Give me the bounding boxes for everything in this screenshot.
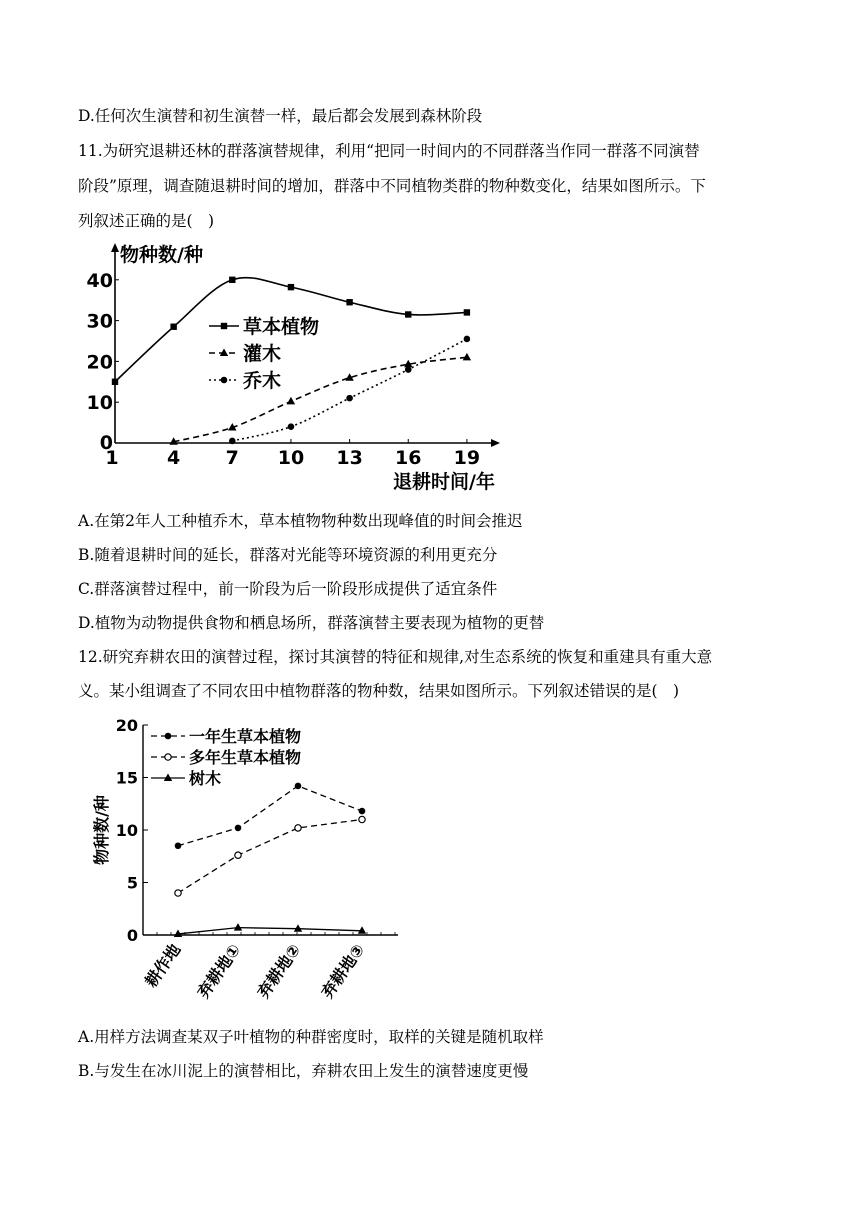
series-line: [174, 357, 467, 441]
legend-label: 灌木: [243, 343, 282, 365]
legend-label: 一年生草本植物: [189, 727, 302, 746]
x-category-label: 弃耕地②: [253, 940, 305, 1002]
y-axis-title: 物种数/种: [92, 795, 111, 865]
x-tick-label: 1: [105, 447, 119, 469]
data-point: [405, 366, 412, 373]
data-point: [288, 284, 294, 290]
x-category-label: 弃耕地①: [193, 940, 245, 1002]
data-point: [175, 842, 182, 849]
y-axis-arrow: [111, 243, 119, 252]
x-tick-label: 4: [167, 447, 181, 469]
data-point: [295, 825, 301, 831]
data-point: [464, 309, 470, 315]
x-axis-title: 退耕时间/年: [393, 471, 495, 493]
question-12-line-2: 义。某小组调查了不同农田中植物群落的物种数，结果如图所示。下列叙述错误的是( ): [78, 682, 680, 700]
option-d-q10: D.任何次生演替和初生演替一样，最后都会发展到森林阶段: [78, 107, 483, 125]
y-tick-label: 20: [115, 716, 138, 735]
question-11-line-3: 列叙述正确的是( ): [78, 212, 215, 230]
data-point: [170, 324, 176, 330]
data-point: [463, 353, 471, 361]
legend-marker: [165, 733, 172, 740]
legend-label: 多年生草本植物: [189, 748, 302, 767]
data-point: [235, 852, 241, 858]
data-point: [229, 438, 236, 445]
data-point: [294, 924, 302, 932]
data-point: [288, 423, 295, 430]
y-tick-label: 0: [126, 926, 138, 945]
option-a-q12: A.用样方法调查某双子叶植物的种群密度时，取样的关键是随机取样: [78, 1028, 544, 1046]
x-axis-arrow: [491, 439, 500, 447]
x-tick-label: 19: [453, 447, 481, 469]
data-point: [234, 923, 242, 931]
x-tick-label: 13: [336, 447, 363, 469]
y-axis-title: 物种数/种: [120, 244, 203, 266]
y-tick-label: 40: [86, 269, 113, 292]
option-a-q11: A.在第2年人工种植乔木，草本植物物种数出现峰值的时间会推迟: [78, 512, 523, 530]
data-point: [287, 397, 295, 405]
legend-marker: [221, 377, 228, 384]
y-tick-label: 20: [86, 351, 113, 374]
question-12-line-1: 12.研究弃耕农田的演替过程，探讨其演替的特征和规律,对生态系统的恢复和重建具有重大意: [78, 648, 713, 666]
data-point: [405, 311, 411, 317]
y-tick-label: 0: [99, 432, 113, 454]
chart-q11: [86, 235, 520, 500]
data-point: [229, 277, 235, 283]
y-tick-label: 10: [115, 821, 138, 840]
y-tick-label: 15: [115, 768, 138, 788]
legend-label: 草本植物: [243, 316, 320, 338]
y-tick-label: 10: [86, 392, 113, 415]
legend-label: 乔木: [243, 370, 282, 392]
data-point: [359, 816, 365, 822]
data-point: [359, 808, 366, 815]
x-category-label: 耕作地: [141, 940, 185, 991]
series-line: [178, 928, 362, 934]
option-c-q11: C.群落演替过程中，前一阶段为后一阶段形成提供了适宜条件: [78, 580, 498, 598]
legend-marker: [165, 754, 171, 760]
data-point: [112, 379, 118, 385]
x-category-label: 弃耕地③: [317, 940, 369, 1002]
y-tick-label: 30: [86, 310, 113, 333]
legend-marker: [164, 774, 172, 782]
data-point: [346, 299, 352, 305]
x-tick-label: 16: [395, 447, 422, 469]
series-line: [178, 786, 362, 846]
data-point: [235, 825, 242, 832]
data-point: [175, 890, 181, 896]
series-line: [178, 820, 362, 894]
option-b-q12: B.与发生在冰川泥上的演替相比，弃耕农田上发生的演替速度更慢: [78, 1062, 529, 1080]
data-point: [464, 336, 471, 343]
legend-label: 树木: [189, 769, 222, 788]
chart-q12: [85, 712, 415, 1022]
legend-marker: [221, 323, 227, 329]
question-11-line-1: 11.为研究退耕还林的群落演替规律，利用“把同一时间内的不同群落当作同一群落不同演替: [78, 142, 700, 160]
option-b-q11: B.随着退耕时间的延长，群落对光能等环境资源的利用更充分: [78, 546, 498, 564]
x-tick-label: 7: [225, 447, 239, 469]
option-d-q11: D.植物为动物提供食物和栖息场所，群落演替主要表现为植物的更替: [78, 614, 545, 632]
x-tick-label: 10: [277, 447, 305, 469]
y-tick-label: 5: [126, 873, 138, 893]
data-point: [358, 926, 366, 934]
data-point: [295, 783, 302, 790]
question-11-line-2: 阶段”原理，调查随退耕时间的增加，群落中不同植物类群的物种数变化，结果如图所示。下: [78, 177, 706, 195]
data-point: [346, 395, 353, 402]
